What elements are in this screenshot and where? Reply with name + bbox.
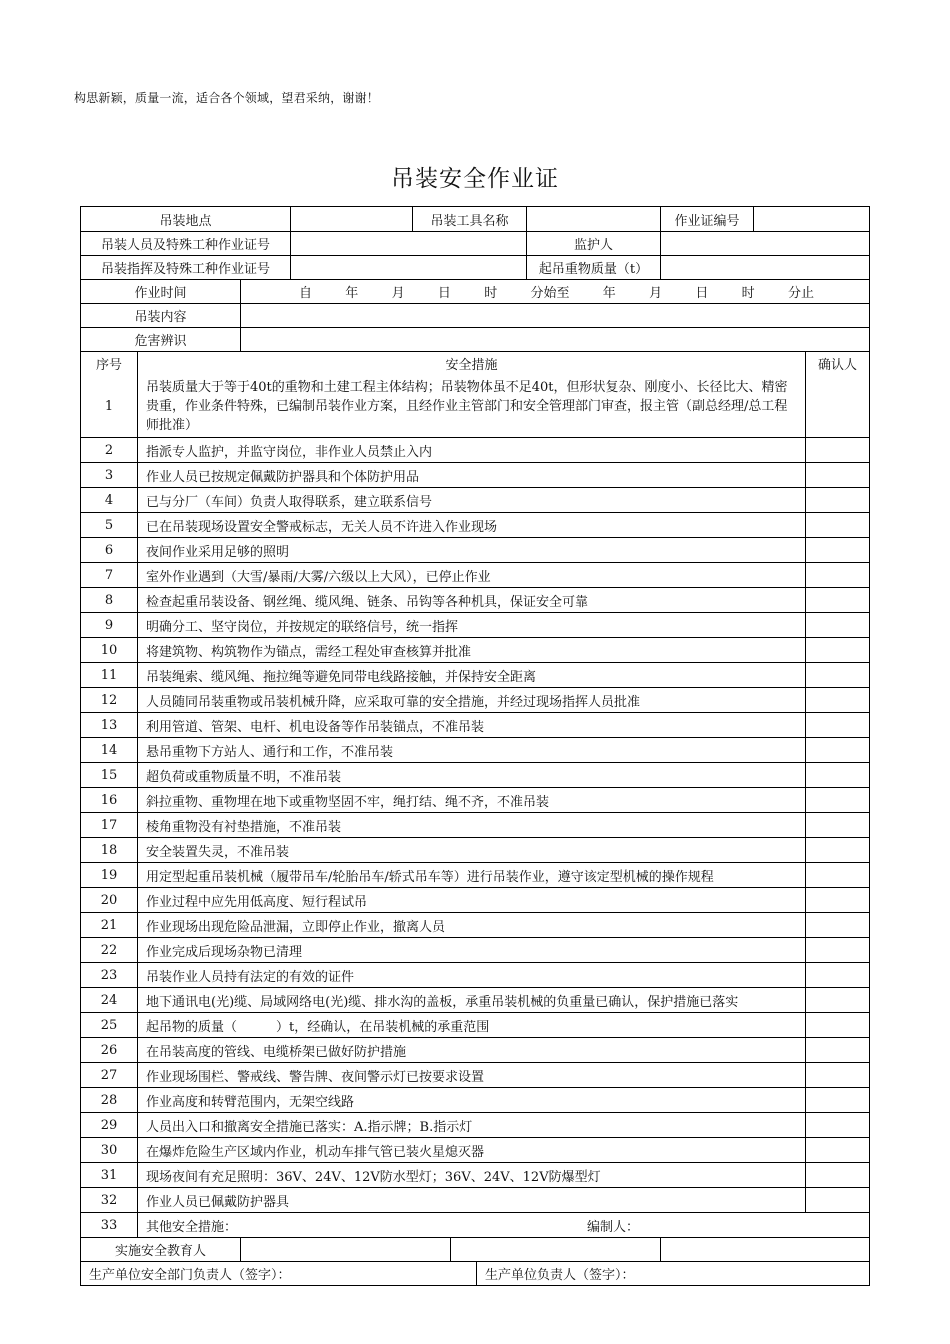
row-number: 26 [100,1042,118,1058]
measures-body [81,375,869,1212]
guardian-field[interactable] [660,232,869,255]
measure-text: 超负荷或重物质量不明，不准吊装 [137,763,805,787]
row-number: 5 [104,517,114,533]
row-number: 3 [104,467,114,483]
time-field[interactable] [240,280,869,303]
header-measure: 安全措施 [137,352,805,375]
measure-row [81,887,869,912]
location-field[interactable] [290,207,412,231]
measure-row [81,962,869,987]
confirmer-field[interactable] [805,988,869,1012]
header-confirmer: 确认人 [805,352,869,375]
measure-text: 安全装置失灵，不准吊装 [137,838,805,862]
measure-text: 作业现场围栏、警戒线、警告牌、夜间警示灯已按要求设置 [137,1063,805,1087]
confirmer-field[interactable] [805,713,869,737]
measure-text: 人员随同吊装重物或吊装机械升降，应采取可靠的安全措施，并经过现场指挥人员批准 [137,688,805,712]
confirmer-field[interactable] [805,738,869,762]
measure-row [81,1162,869,1187]
confirmer-field[interactable] [805,375,869,437]
tool-label: 吊装工具名称 [412,207,526,231]
measure-text: 已与分厂（车间）负责人取得联系，建立联系信号 [137,488,805,512]
education-field-2[interactable] [450,1238,660,1261]
education-label: 实施安全教育人 [114,1244,206,1259]
hazard-field[interactable] [240,328,869,351]
header-no: 序号 [95,358,122,373]
other-measures-label: 其他安全措施： [146,1219,238,1235]
content-field[interactable] [240,304,869,327]
location-label: 吊装地点 [159,213,212,229]
measure-row [81,912,869,937]
confirmer-field[interactable] [805,1138,869,1162]
confirmer-field[interactable] [805,863,869,887]
confirmer-field[interactable] [805,688,869,712]
measure-row [81,787,869,812]
measure-row [81,1012,869,1037]
commander-label: 吊装指挥及特殊工种作业证号 [100,262,270,277]
row-number: 20 [100,892,118,908]
page-title: 吊装安全作业证 [391,166,559,192]
info-row-time [81,279,869,303]
measures-header [81,351,869,375]
hazard-label: 危害辨识 [134,334,187,349]
confirmer-field[interactable] [805,438,869,462]
row-number: 31 [100,1167,118,1183]
confirmer-field[interactable] [805,663,869,687]
confirmer-field[interactable] [805,638,869,662]
operator-label: 吊装人员及特殊工种作业证号 [100,238,270,253]
row-number: 6 [104,542,114,558]
measure-text: 作业过程中应先用低高度、短行程试吊 [137,888,805,912]
tool-field[interactable] [526,207,660,231]
measure-text: 已在吊装现场设置安全警戒标志，无关人员不许进入作业现场 [137,513,805,537]
time-part: 自 [299,286,313,301]
measure-text: 悬吊重物下方站人、通行和工作，不准吊装 [137,738,805,762]
row-number: 9 [104,617,114,633]
confirmer-field[interactable] [805,1188,869,1212]
time-part: 时 [484,286,498,301]
time-part: 月 [649,286,663,301]
measure-row [81,837,869,862]
confirmer-field[interactable] [805,838,869,862]
row-number: 21 [100,917,118,933]
row-number: 28 [100,1092,118,1108]
info-row-commander [81,255,869,279]
measure-text: 在吊装高度的管线、电缆桥架已做好防护措施 [137,1038,805,1062]
measure-row [81,587,869,612]
confirmer-field[interactable] [805,538,869,562]
measure-text: 斜拉重物、重物埋在地下或重物坚固不牢，绳打结、绳不齐，不准吊装 [137,788,805,812]
row-number: 4 [104,492,114,508]
info-row-operator [81,231,869,255]
measure-text: 作业现场出现危险品泄漏，立即停止作业，撤离人员 [137,913,805,937]
confirmer-field[interactable] [805,963,869,987]
row-number: 8 [104,592,114,608]
permit-no-field[interactable] [753,207,869,231]
confirmer-field[interactable] [805,763,869,787]
measure-text: 检查起重吊装设备、钢丝绳、缆风绳、链条、吊钩等各种机具，保证安全可靠 [137,588,805,612]
measure-text: 将建筑物、构筑物作为锚点，需经工程处审查核算并批准 [137,638,805,662]
row-number: 33 [100,1217,118,1233]
confirmer-field[interactable] [805,563,869,587]
permit-no-label: 作业证编号 [660,207,753,231]
measure-text: 棱角重物没有衬垫措施，不准吊装 [137,813,805,837]
row-number: 17 [100,817,118,833]
time-part: 日 [695,286,709,301]
time-part: 年 [602,286,616,301]
row-number: 2 [104,442,114,458]
measure-row [81,1062,869,1087]
confirmer-field[interactable] [805,888,869,912]
safety-dept-signature[interactable]: 生产单位安全部门负责人（签字）： [89,1268,291,1283]
row-number: 24 [100,992,118,1008]
measure-row [81,762,869,787]
measure-text: 地下通讯电(光)缆、局域网络电(光)缆、排水沟的盖板，承重吊装机械的负重量已确认，保护措施已落实 [137,988,805,1012]
time-part: 月 [391,286,405,301]
time-label: 作业时间 [134,286,187,301]
confirmer-field[interactable] [805,463,869,487]
education-row [81,1237,869,1261]
measure-text: 明确分工、坚守岗位，并按规定的联络信号，统一指挥 [137,613,805,637]
measure-row [81,1137,869,1162]
measure-text: 吊装绳索、缆风绳、拖拉绳等避免同带电线路接触，并保持安全距离 [137,663,805,687]
guardian-label: 监护人 [526,232,660,255]
measure-text: 室外作业遇到（大雪/暴雨/大雾/六级以上大风），已停止作业 [137,563,805,587]
confirmer-field[interactable] [805,813,869,837]
header-note: 构思新颖，质量一流，适合各个领域，望君采纳，谢谢！ [74,91,380,105]
confirmer-field[interactable] [805,913,869,937]
measure-text: 作业高度和转臂范围内，无架空线路 [137,1088,805,1112]
info-row-location [81,207,869,231]
confirmer-field[interactable] [805,1163,869,1187]
measure-row [81,737,869,762]
time-part: 年 [345,286,359,301]
time-part: 分始至 [530,286,570,301]
measure-row [81,1037,869,1062]
time-part: 日 [437,286,451,301]
unit-head-signature[interactable]: 生产单位负责人（签字）： [476,1262,869,1285]
confirmer-field[interactable] [805,488,869,512]
measure-row [81,512,869,537]
row-number: 1 [104,398,114,414]
confirmer-field[interactable] [805,1088,869,1112]
operator-field[interactable] [290,232,526,255]
measure-row [81,687,869,712]
row-number: 11 [100,667,118,683]
measure-row [81,987,869,1012]
load-mass-label: 起吊重物质量（t） [526,256,660,279]
confirmer-field[interactable] [805,938,869,962]
measure-text: 作业人员已佩戴防护器具 [137,1188,805,1212]
measure-row-33 [81,1212,869,1237]
measure-row [81,1087,869,1112]
signature-row [81,1261,869,1285]
row-number: 32 [100,1192,118,1208]
measure-row [81,1112,869,1137]
measure-text: 夜间作业采用足够的照明 [137,538,805,562]
measure-row [81,612,869,637]
confirmer-field[interactable] [805,1113,869,1137]
measure-row [81,462,869,487]
row-number: 13 [100,717,118,733]
row-number: 12 [100,692,118,708]
row-number: 30 [100,1142,118,1158]
row-number: 15 [100,767,118,783]
content-label: 吊装内容 [134,310,187,325]
measure-text: 利用管道、管架、电杆、机电设备等作吊装锚点，不准吊装 [137,713,805,737]
measure-text: 指派专人监护，并监守岗位，非作业人员禁止入内 [137,438,805,462]
measure-text: 吊装作业人员持有法定的有效的证件 [137,963,805,987]
confirmer-field[interactable] [805,788,869,812]
education-field-1[interactable] [240,1238,450,1261]
row-number: 7 [104,567,114,583]
measure-row [81,437,869,462]
row-number: 16 [100,792,118,808]
measure-row [81,862,869,887]
row-number: 10 [100,642,118,658]
measure-text: 现场夜间有充足照明：36V、24V、12V防水型灯；36V、24V、12V防爆型灯 [137,1163,805,1187]
confirmer-field[interactable] [805,513,869,537]
measure-row [81,1187,869,1212]
time-part: 时 [741,286,755,301]
measure-row [81,487,869,512]
measure-row [81,662,869,687]
measure-text: 人员出入口和撤离安全措施已落实：A.指示牌；B.指示灯 [137,1113,805,1137]
measure-row [81,562,869,587]
confirmer-field[interactable] [805,613,869,637]
info-row-hazard [81,327,869,351]
confirmer-field[interactable] [805,1063,869,1087]
row-number: 22 [100,942,118,958]
measure-row [81,712,869,737]
measure-row [81,637,869,662]
row-number: 27 [100,1067,118,1083]
measure-text: 用定型起重吊装机械（履带吊车/轮胎吊车/轿式吊车等）进行吊装作业，遵守该定型机械的操作规程 [137,863,805,887]
confirmer-field[interactable] [805,1013,869,1037]
measure-row [81,537,869,562]
measure-text: 吊装质量大于等于40t的重物和土建工程主体结构；吊装物体虽不足40t，但形状复杂、刚度小、长径比大、精密贵重，作业条件特殊，已编制吊装作业方案，且经作业主管部门和安全管理部门审查，报主管（副总经理/总工程师批准） [137,375,805,437]
measure-row [81,937,869,962]
measure-row [81,375,869,437]
compiler-label: 编制人： [586,1219,639,1235]
row-number: 23 [100,967,118,983]
confirmer-field[interactable] [805,1038,869,1062]
info-row-content [81,303,869,327]
row-number: 18 [100,842,118,858]
other-measures-field[interactable] [137,1213,869,1237]
measure-text: 作业人员已按规定佩戴防护器具和个体防护用品 [137,463,805,487]
measure-text: 起吊物的质量（ ）t，经确认，在吊装机械的承重范围 [137,1013,805,1037]
measure-text: 在爆炸危险生产区域内作业，机动车排气管已装火星熄灭器 [137,1138,805,1162]
row-number: 25 [100,1017,118,1033]
row-number: 29 [100,1117,118,1133]
permit-form [80,206,870,1286]
time-part: 分止 [787,286,814,301]
measure-text: 作业完成后现场杂物已清理 [137,938,805,962]
load-mass-field[interactable] [660,256,869,279]
commander-field[interactable] [290,256,526,279]
confirmer-field[interactable] [805,588,869,612]
row-number: 14 [100,742,118,758]
row-number: 19 [100,867,118,883]
education-field-3[interactable] [660,1238,869,1261]
measure-row [81,812,869,837]
